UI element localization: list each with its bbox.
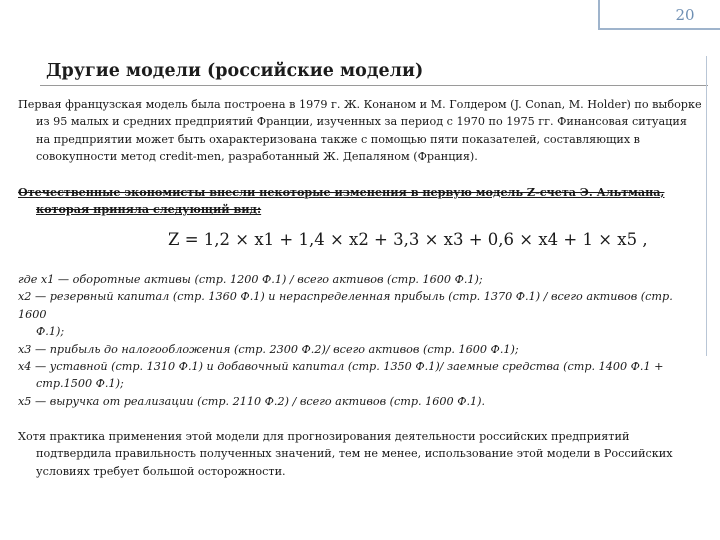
definition-x4-cont: стр.1500 Ф.1);: [36, 377, 124, 391]
definition-x5: x5 — выручка от реализации (стр. 2110 Ф.2) / всего активов (стр. 1600 Ф.1).: [18, 394, 486, 408]
definition-x2-cont: Ф.1);: [36, 325, 65, 339]
definition-x4: x4 — уставной (стр. 1310 Ф.1) и добавочный капитал (стр. 1350 Ф.1)/ заемные средства (стр. 1400 Ф.1 +: [18, 360, 664, 374]
closing-text: Хотя практика применения этой модели для прогнозирования деятельности российских предприятий подтвердила правильность полученных значений, тем не менее, использование этой модели в Российских условиях требует большой осторожности.: [18, 430, 673, 478]
definition-x2: x2 — резервный капитал (стр. 1360 Ф.1) и нераспределенная прибыль (стр. 1370 Ф.1) / всего активов (стр. 1600: [18, 290, 673, 321]
intro-text: Первая французская модель была построена в 1979 г. Ж. Конаном и М. Голдером (J. Conan, M. Holder) по выборке из 95 малых и средних предприятий Франции, изученных за период с 1970 по 1975 гг. Финансовая ситуация на предприятии может быть охарактеризована также с помощью пяти показателей, составляющих в совокупности метод credit-men, разработанный Ж. Депаляном (Франция).: [18, 98, 702, 164]
closing-paragraph: [18, 428, 704, 480]
slide-title: Другие модели (российские модели): [46, 61, 424, 81]
lead-paragraph: [18, 184, 704, 219]
title-divider: [40, 85, 708, 86]
z-score-formula: Z = 1,2 × x1 + 1,4 × x2 + 3,3 × x3 + 0,6 × x4 + 1 × x5 ,: [168, 230, 648, 249]
page-number-rule: [598, 0, 600, 30]
side-divider: [706, 56, 707, 356]
page-number: 20: [675, 6, 695, 24]
lead-text: Отечественные экономисты внесли некоторые изменения в первую модель Z-счета Э. Альтмана, которая приняла следующий вид:: [18, 185, 665, 217]
definition-x3: x3 — прибыль до налогообложения (стр. 2300 Ф.2)/ всего активов (стр. 1600 Ф.1);: [18, 342, 519, 356]
intro-paragraph: [18, 96, 704, 166]
definition-x1: где x1 — оборотные активы (стр. 1200 Ф.1) / всего активов (стр. 1600 Ф.1);: [18, 273, 483, 286]
variable-definitions: [18, 271, 704, 410]
page-number-rule-horizontal: [600, 28, 720, 30]
